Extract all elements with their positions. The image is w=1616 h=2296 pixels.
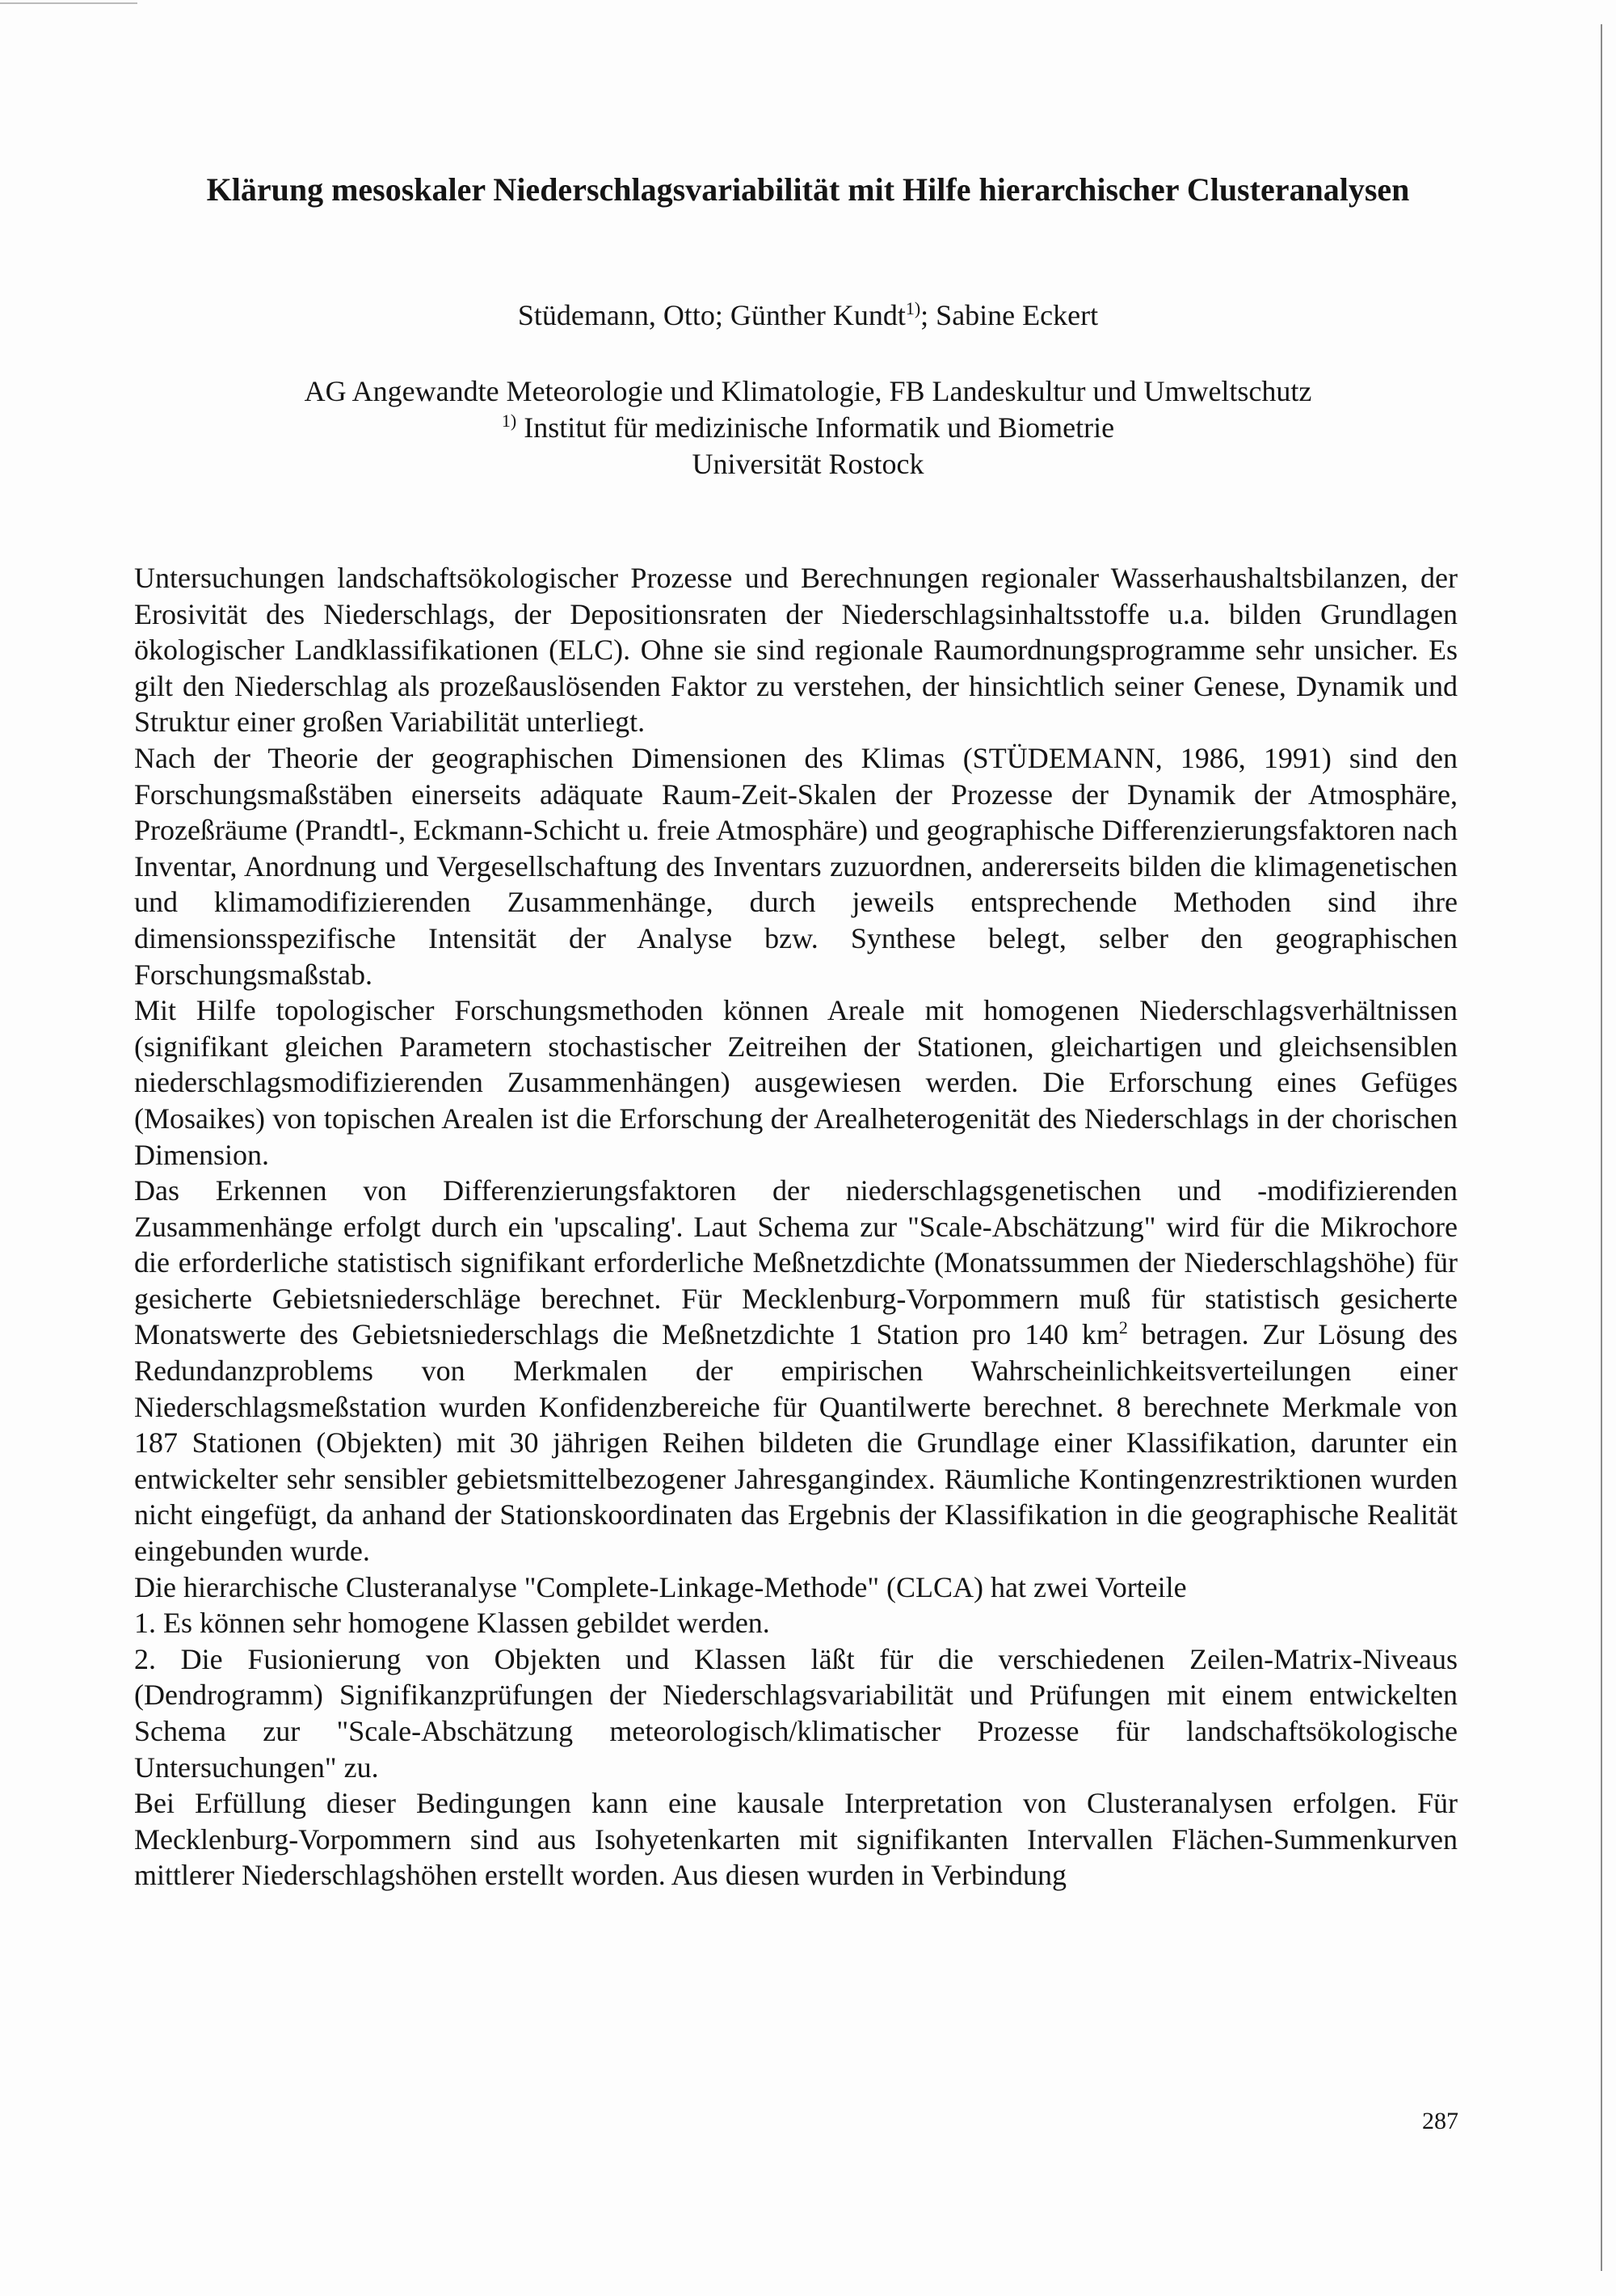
affiliation-footnote-marker: 1)	[501, 411, 517, 431]
author-line	[162, 297, 1454, 333]
paragraph-3: Mit Hilfe topologischer Forschungsmethoden können Areale mit homogenen Niederschlagsverhältnissen (signifikant gleichen Parametern stochastischer Zeitreihen der Stationen, gleichartigen und gleichsensiblen niederschlagsmodifizierenden Zusammenhängen) ausgewiesen werden. Die Erforschung eines Gefüges (Mosaikes) von topischen Arealen ist die Erforschung der Arealheterogenität des Niederschlags in der chorischen Dimension.	[134, 994, 1458, 1171]
paper-title: Klärung mesoskaler Niederschlagsvariabilität mit Hilfe hierarchischer Clusteranalysen	[206, 171, 1410, 208]
affiliation-line-2-text: Institut für medizinische Informatik und Biometrie	[516, 411, 1115, 444]
scan-edge-mark	[0, 2, 137, 4]
paragraph-5: Die hierarchische Clusteranalyse "Complete-Linkage-Methode" (CLCA) hat zwei Vorteile	[134, 1570, 1187, 1603]
paragraph-4	[134, 1173, 1458, 1569]
paragraph-4-part-b: betragen. Zur Lösung des Redundanzproblems von Merkmalen der empirischen Wahrscheinlichkeitsverteilungen einer Niederschlagsmeßstation wurden Konfidenzbereiche für Quantilwerte berechnet. 8 berechnete Merkmale von 187 Stationen (Objekten) mit 30 jährigen Reihen bildeten die Grundlage einer Klassifikation, darunter ein entwickelter sehr sensibler gebietsmittelbezogener Jahresgangindex. Räumliche Kontingenzrestriktionen wurden nicht eingefügt, da anhand der Stationskoordinaten das Ergebnis der Klassifikation in die geographische Realität eingebunden wurde.	[134, 1318, 1458, 1568]
affiliation-block	[162, 373, 1454, 482]
scan-edge-line	[1601, 24, 1602, 2271]
affiliation-line-1: AG Angewandte Meteorologie und Klimatologie, FB Landeskultur und Umweltschutz	[304, 375, 1312, 407]
paragraph-2: Nach der Theorie der geographischen Dimensionen des Klimas (STÜDEMANN, 1986, 1991) sind den Forschungsmaßstäben einerseits adäquate Raum-Zeit-Skalen der Prozesse der Dynamik der Atmosphäre, Prozeßräume (Prandtl-, Eckmann-Schicht u. freie Atmosphäre) und geographische Differenzierungsfaktoren nach Inventar, Anordnung und Vergesellschaftung des Inventars zuzuordnen, andererseits bilden die klimagenetischen und klimamodifizierenden Zusammenhänge, durch jeweils entsprechende Methoden sind ihre dimensionsspezifische Intensität der Analyse bzw. Synthese belegt, selber den geographischen Forschungsmaßstab.	[134, 741, 1458, 991]
body-text	[134, 560, 1458, 1894]
authors-part-1: Stüdemann, Otto; Günther Kundt	[517, 299, 906, 331]
paragraph-6: Bei Erfüllung dieser Bedingungen kann eine kausale Interpretation von Clusteranalysen erfolgen. Für Mecklenburg-Vorpommern sind aus Isohyetenkarten mit signifikanten Intervallen Flächen-Summenkurven mittlerer Niederschlagshöhen erstellt worden. Aus diesen wurden in Verbindung	[134, 1787, 1458, 1892]
superscript-squared: 2	[1118, 1317, 1128, 1338]
list-item-1: 1. Es können sehr homogene Klassen gebildet werden.	[134, 1607, 770, 1640]
affiliation-line-2	[162, 410, 1454, 446]
list-item-2: 2. Die Fusionierung von Objekten und Klassen läßt für die verschiedenen Zeilen-Matrix-Niveaus (Dendrogramm) Signifikanzprüfungen der Niederschlagsvariabilität und Prüfungen mit einem entwickelten Schema zur "Scale-Abschätzung meteorologisch/klimatischer Prozesse für landschaftsökologische Untersuchungen" zu.	[134, 1642, 1458, 1784]
paragraph-1: Untersuchungen landschaftsökologischer Prozesse und Berechnungen regionaler Wasserhaushaltsbilanzen, der Erosivität des Niederschlags, der Depositionsraten der Niederschlagsinhaltsstoffe u.a. bilden Grundlagen ökologischer Landklassifikationen (ELC). Ohne sie sind regionale Raumordnungsprogramme sehr unsicher. Es gilt den Niederschlag als prozeßauslösenden Faktor zu verstehen, der hinsichtlich seiner Genese, Dynamik und Struktur einer großen Variabilität unterliegt.	[134, 562, 1458, 739]
authors-part-2: ; Sabine Eckert	[920, 299, 1099, 331]
affiliation-line-3: Universität Rostock	[692, 448, 924, 480]
paragraph-4-part-a: Das Erkennen von Differenzierungsfaktoren der niederschlagsgenetischen und -modifizierenden Zusammenhänge erfolgt durch ein 'upscaling'. Laut Schema zur "Scale-Abschätzung" wird für die Mikrochore die erforderliche statistisch signifikant erforderliche Meßnetzdichte (Monatssummen der Niederschlagshöhe) für gesicherte Gebietsniederschläge berechnet. Für Mecklenburg-Vorpommern muß für statistisch gesicherte Monatswerte des Gebietsniederschlags die Meßnetzdichte 1 Station pro 140 km	[134, 1174, 1458, 1351]
page-number: 287	[1422, 2108, 1458, 2134]
author-footnote-marker: 1)	[905, 298, 921, 318]
